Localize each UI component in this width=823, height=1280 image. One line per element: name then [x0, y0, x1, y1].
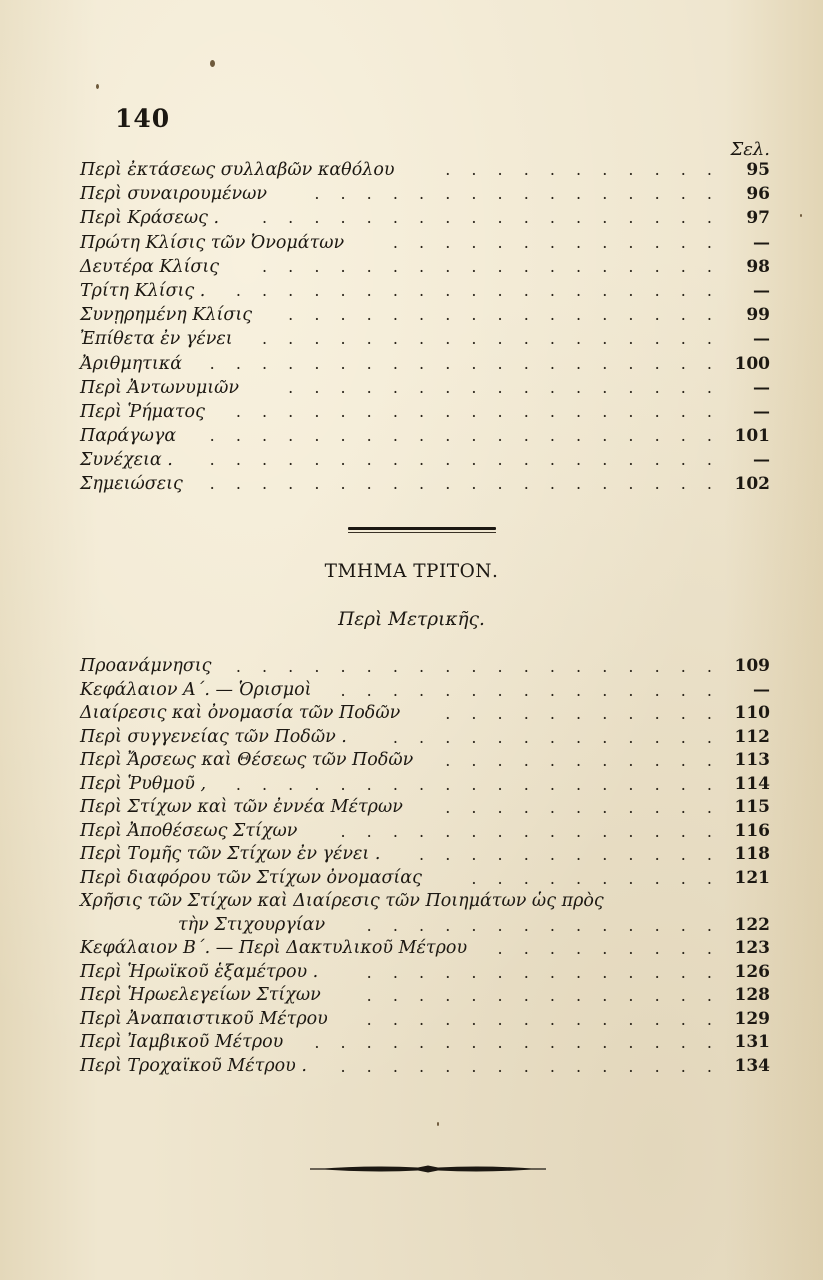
toc-entry	[80, 843, 770, 867]
toc-entry	[80, 231, 770, 255]
toc-entry-page: 123	[734, 938, 770, 958]
toc-entry-title: Κεφάλαιον Α΄. — Ὁρισμοὶ	[80, 679, 312, 700]
toc-entry-page: 116	[734, 820, 770, 841]
toc-entry	[80, 376, 770, 400]
toc-entry-title: Περὶ ἐκτάσεως συλλαβῶν καθόλου	[80, 160, 395, 180]
toc-entry-page: 98	[746, 256, 770, 277]
dot-leader: . . . . . . . . . . . . . . . . . . . .	[209, 474, 712, 494]
paper-speck	[96, 84, 99, 89]
toc-entry-title: Περὶ Ῥυθμοῦ ,	[80, 773, 207, 794]
toc-entry-page: —	[753, 280, 770, 301]
toc-entry-title: Περὶ Ἰαμβικοῦ Μέτρου	[80, 1032, 284, 1052]
toc-entry	[80, 255, 770, 279]
toc-entry-title: Πρώτη Κλίσις τῶν Ὀνομάτων	[80, 232, 345, 253]
toc-entry	[80, 352, 770, 376]
toc-entry-title: Περὶ Ἄρσεως καὶ Θέσεως τῶν Ποδῶν	[80, 750, 414, 770]
dot-leader: . . . . . . . . . . .	[445, 798, 712, 817]
toc-entry-page: 118	[734, 844, 770, 864]
toc-entry-title: Συνέχεια .	[80, 450, 173, 471]
toc-entry-page: 109	[734, 656, 770, 676]
toc-entry	[80, 679, 770, 703]
dot-leader: . . . . . . . . . . . . .	[392, 232, 712, 252]
toc-entry-title: Περὶ Ῥήματος	[80, 401, 205, 422]
toc-entry-page: —	[753, 679, 770, 700]
toc-entry	[80, 820, 770, 844]
toc-entry-page: 129	[734, 1008, 770, 1029]
toc-entry-page: —	[753, 329, 770, 350]
toc-entry-page: 101	[734, 426, 770, 447]
toc-entry	[80, 400, 770, 424]
toc-entry-title: Περὶ διαφόρου τῶν Στίχων ὀνομασίας	[80, 867, 422, 888]
toc-entry-page: 96	[746, 184, 770, 205]
toc-entry-page: 110	[734, 703, 770, 723]
toc-entry-page: 121	[734, 867, 770, 888]
toc-entry	[80, 1055, 770, 1079]
toc-entry-title: Χρῆσις τῶν Στίχων καὶ Διαίρεσις τῶν Ποιημάτων ὡς πρὸς	[80, 891, 604, 911]
dot-leader: . . . . . . . . . . . . . .	[366, 962, 712, 982]
toc-entry-title: Συνῃρημένη Κλίσις	[80, 305, 252, 326]
toc-entry	[80, 424, 770, 448]
toc-entry	[80, 279, 770, 303]
toc-entry	[80, 1008, 770, 1032]
toc-entry-title: Περὶ Τροχαϊκοῦ Μέτρου .	[80, 1055, 307, 1076]
dot-leader: . . . . . . . . . . . . . . . . . . .	[235, 280, 712, 300]
toc-list-part-two	[80, 655, 770, 1078]
dot-leader: . . . . . . . . . . . . . . .	[340, 680, 712, 700]
dot-leader: . . . . . . . . . .	[471, 868, 712, 888]
toc-entry	[80, 303, 770, 327]
dot-leader: . . . . . . . . . . . . . . . . . . . .	[209, 450, 712, 470]
dot-leader: . . . . . . . . . . .	[445, 160, 712, 179]
dot-leader: . . . . . . . . . . . .	[419, 845, 712, 864]
toc-entry-title: Περὶ συγγενείας τῶν Ποδῶν .	[80, 726, 347, 747]
toc-entry-page: 113	[734, 750, 770, 770]
dot-leader: . . . . . . . . . . . . . . . . . . .	[235, 774, 712, 794]
dot-leader: . . . . . . . . . . . . . . . .	[314, 1033, 712, 1052]
toc-entry-page: 95	[746, 160, 770, 180]
toc-entry	[80, 182, 770, 206]
toc-entry-title: Ἀριθμητικά	[80, 353, 183, 374]
toc-entry-title: Περὶ Ἡρωελεγείων Στίχων	[80, 985, 321, 1005]
toc-entry-title: Δευτέρα Κλίσις	[80, 256, 220, 277]
toc-entry-title: Περὶ Στίχων καὶ τῶν ἐννέα Μέτρων	[80, 797, 403, 817]
dot-leader: . . . . . . . . . . . . . . .	[340, 821, 712, 841]
toc-entry-title: Κεφάλαιον Β΄. — Περὶ Δακτυλικοῦ Μέτρου	[80, 938, 468, 958]
toc-entry-title: Περὶ Ἀντωνυμιῶν	[80, 377, 240, 398]
toc-entry-page: 97	[746, 208, 770, 229]
paper-speck	[437, 1122, 439, 1126]
dot-leader: . . . . . . . . . . . . . .	[366, 986, 712, 1005]
toc-entry-page: 102	[734, 474, 770, 495]
toc-entry	[80, 1031, 770, 1055]
toc-entry-page: —	[753, 377, 770, 398]
closing-ornament-rule	[308, 1162, 548, 1176]
toc-entry-page: 128	[734, 985, 770, 1005]
toc-entry-title: Παράγωγα	[80, 426, 177, 447]
dot-leader: . . . . . . . . . . . . . . .	[340, 1056, 712, 1076]
toc-entry-page: —	[753, 232, 770, 253]
dot-leader: . . . . . . . . . . .	[445, 704, 712, 723]
paper-speck	[800, 214, 802, 217]
toc-entry-page: —	[753, 450, 770, 471]
dot-leader: . . . . . . . . . . . . .	[392, 727, 712, 747]
toc-entry	[80, 655, 770, 679]
paper-speck	[210, 60, 215, 67]
toc-entry-page: 115	[734, 797, 770, 817]
toc-entry	[80, 914, 770, 938]
dot-leader: . . . . . . . . .	[497, 939, 712, 958]
toc-entry	[80, 158, 770, 182]
dot-leader: . . . . . . . . . . . . . . . . . .	[261, 256, 712, 276]
toc-entry	[80, 327, 770, 351]
dot-leader: . . . . . . . . . . . . . . . . . . .	[235, 657, 712, 676]
toc-entry-title: Περὶ συναιρουμένων	[80, 184, 268, 205]
toc-entry-title: τὴν Στιχουργίαν	[178, 914, 326, 935]
toc-entry-page: 112	[734, 726, 770, 747]
toc-entry-title: Περὶ Τομῆς τῶν Στίχων ἐν γένει .	[80, 844, 381, 864]
toc-entry-title: Περὶ Ἀναπαιστικοῦ Μέτρου	[80, 1008, 328, 1029]
toc-entry-title: Προανάμνησις	[80, 656, 212, 676]
toc-entry	[80, 937, 770, 961]
toc-entry	[80, 890, 770, 914]
toc-entry-title: Σημειώσεις	[80, 474, 183, 495]
section-subtitle: Περὶ Μετρικῆς.	[338, 609, 485, 630]
page-column-header: Σελ.	[730, 139, 770, 160]
toc-entry-title: Περὶ Κράσεως .	[80, 208, 220, 229]
dot-leader: . . . . . . . . . . . . . . . . .	[288, 377, 712, 397]
toc-entry	[80, 984, 770, 1008]
toc-entry	[80, 448, 770, 472]
dot-leader: . . . . . . . . . . . . . . . . .	[288, 305, 712, 325]
page-number: 140	[115, 104, 171, 133]
toc-entry	[80, 773, 770, 797]
toc-entry-title: Περὶ Ἀποθέσεως Στίχων	[80, 820, 298, 841]
toc-entry	[80, 749, 770, 773]
section-title: ΤΜΗΜΑ ΤΡΙΤΟΝ.	[324, 561, 499, 582]
section-divider-rule	[348, 527, 496, 530]
toc-entry	[80, 961, 770, 985]
dot-leader: . . . . . . . . . . .	[445, 751, 712, 770]
toc-entry	[80, 867, 770, 891]
toc-entry	[80, 796, 770, 820]
dot-leader: . . . . . . . . . . . . . . . . . .	[261, 329, 712, 349]
dot-leader: . . . . . . . . . . . . . . . . . . .	[235, 401, 712, 421]
dot-leader: . . . . . . . . . . . . . .	[366, 1009, 712, 1029]
toc-entry-title: Ἐπίθετα ἐν γένει	[80, 329, 233, 350]
toc-entry-page: 122	[734, 914, 770, 935]
toc-entry-title: Τρίτη Κλίσις .	[80, 280, 206, 301]
toc-entry-page: 131	[734, 1032, 770, 1052]
dot-leader: . . . . . . . . . . . . . . . .	[314, 184, 712, 204]
toc-entry-page: 126	[734, 961, 770, 982]
toc-entry-page: —	[753, 401, 770, 422]
toc-entry	[80, 206, 770, 230]
toc-entry-title: Διαίρεσις καὶ ὀνομασία τῶν Ποδῶν	[80, 703, 401, 723]
dot-leader: . . . . . . . . . . . . . . . . . . . .	[209, 426, 712, 446]
dot-leader: . . . . . . . . . . . . . .	[366, 915, 712, 935]
dot-leader: . . . . . . . . . . . . . . . . . .	[261, 208, 712, 228]
toc-entry-title: Περὶ Ἡρωϊκοῦ ἑξαμέτρου .	[80, 961, 319, 982]
toc-entry-page: 114	[734, 773, 770, 794]
toc-entry	[80, 472, 770, 496]
toc-entry	[80, 702, 770, 726]
toc-entry-page: 134	[734, 1055, 770, 1076]
toc-entry-page: 99	[746, 305, 770, 326]
toc-entry-page: 100	[734, 353, 770, 374]
toc-list-part-one	[80, 158, 770, 497]
toc-entry	[80, 726, 770, 750]
dot-leader: . . . . . . . . . . . . . . . . . . . .	[209, 353, 712, 373]
